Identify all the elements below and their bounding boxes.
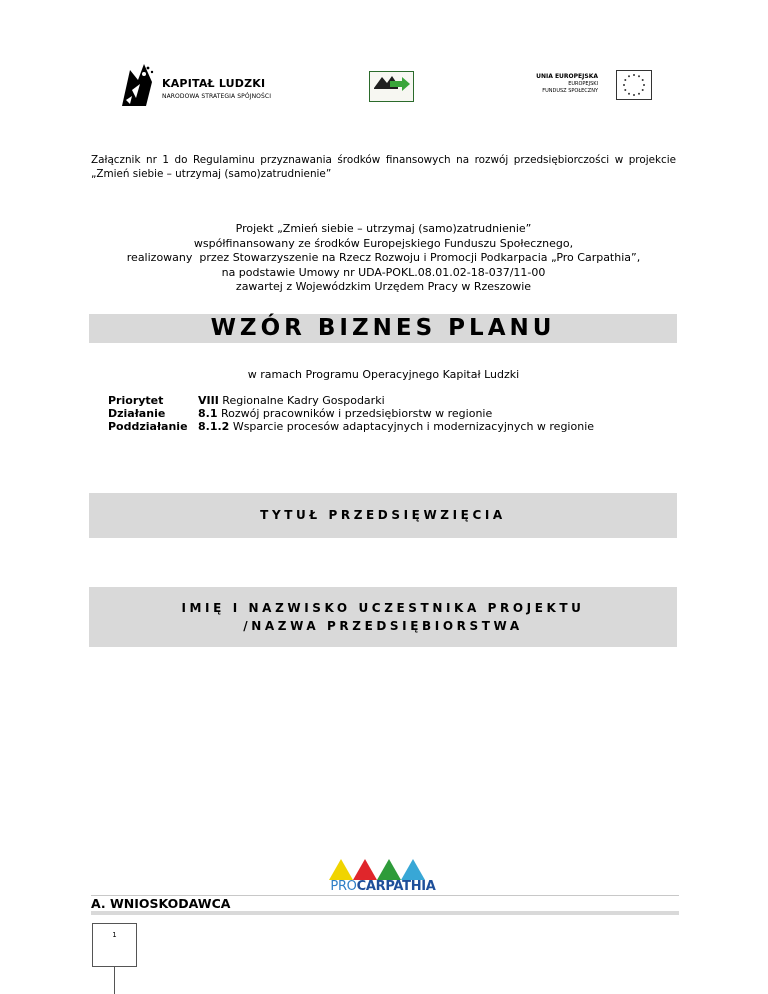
venture-title-band: TYTUŁ PRZEDSIĘWZIĘCIA [89,493,677,538]
subaction-label: Poddziałanie [108,420,188,434]
eu-logo-line1: UNIA EUROPEJSKA [536,73,598,80]
kapital-ludzki-subtitle: NARODOWA STRATEGIA SPÓJNOŚCI [162,93,272,100]
priority-text: Regionalne Kadry Gospodarki [218,394,385,407]
priority-code: VIII [198,394,219,407]
project-line: Projekt „Zmień siebie – utrzymaj (samo)zatrudnienie” [235,222,532,235]
kapital-ludzki-logo [118,62,288,108]
section-a-title: A. WNIOSKODAWCA [91,896,231,911]
action-row [108,407,594,420]
procarpathia-carpathia: CARPATHIA [356,879,436,894]
priorities-list [108,394,594,434]
kapital-ludzki-title: KAPITAŁ LUDZKI [162,77,266,90]
procarpathia-text [327,879,439,894]
participant-band [89,587,677,647]
project-line: zawartej z Wojewódzkim Urzędem Pracy w Rzeszowie [235,280,532,293]
eu-logo-text [536,73,598,95]
procarpathia-pro: PRO [330,879,357,894]
action-value [198,407,492,420]
green-arrow-icon [370,73,413,93]
priority-label: Priorytet [108,394,164,407]
project-description [91,222,676,295]
eu-flag-icon [616,70,652,100]
procarpathia-logo [327,857,439,895]
project-line: współfinansowany ze środków Europejskiego Funduszu Społecznego, [193,236,574,250]
page-number-connector [114,967,115,994]
priority-row [108,394,594,407]
action-code: 8.1 [198,407,218,421]
action-text: Rozwój pracowników i przedsiębiorstw w regionie [217,407,493,421]
mountains-icon [327,857,439,881]
participant-line1: IMIĘ I NAZWISKO UCZESTNIKA PROJEKTU [181,601,585,615]
action-label: Działanie [108,407,166,421]
section-a-bar [91,911,679,915]
participant-line2: /NAZWA PRZEDSIĘBIORSTWA [243,619,523,633]
subaction-code: 8.1.2 [198,420,230,434]
eu-logo-line2: EUROPEJSKI [568,81,598,87]
subaction-value [198,420,594,433]
subaction-row [108,420,594,433]
priority-value [198,394,385,407]
eu-logo-line3: FUNDUSZ SPOŁECZNY [542,88,598,94]
attachment-note: Załącznik nr 1 do Regulaminu przyznawania środków finansowych na rozwój przedsiębiorczości w projekcie „Zmień siebie – utrzymaj (samo)zatrudnienie” [91,154,676,180]
project-line: realizowany przez Stowarzyszenie na Rzecz Rozwoju i Promocji Podkarpacia „Pro Carpathia”, [126,251,641,264]
project-line: na podstawie Umowy nr UDA-POKL.08.01.02-18-037/11-00 [221,265,546,279]
eu-logo [524,70,654,102]
program-line: w ramach Programu Operacyjnego Kapitał Ludzki [247,368,520,381]
page-number-box: 1 [92,923,137,967]
kapital-ludzki-emblem-icon [118,62,158,108]
partner-logo [369,71,414,102]
document-title: WZÓR BIZNES PLANU [89,314,677,343]
subaction-text: Wsparcie procesów adaptacyjnych i modernizacyjnych w regionie [229,420,595,434]
